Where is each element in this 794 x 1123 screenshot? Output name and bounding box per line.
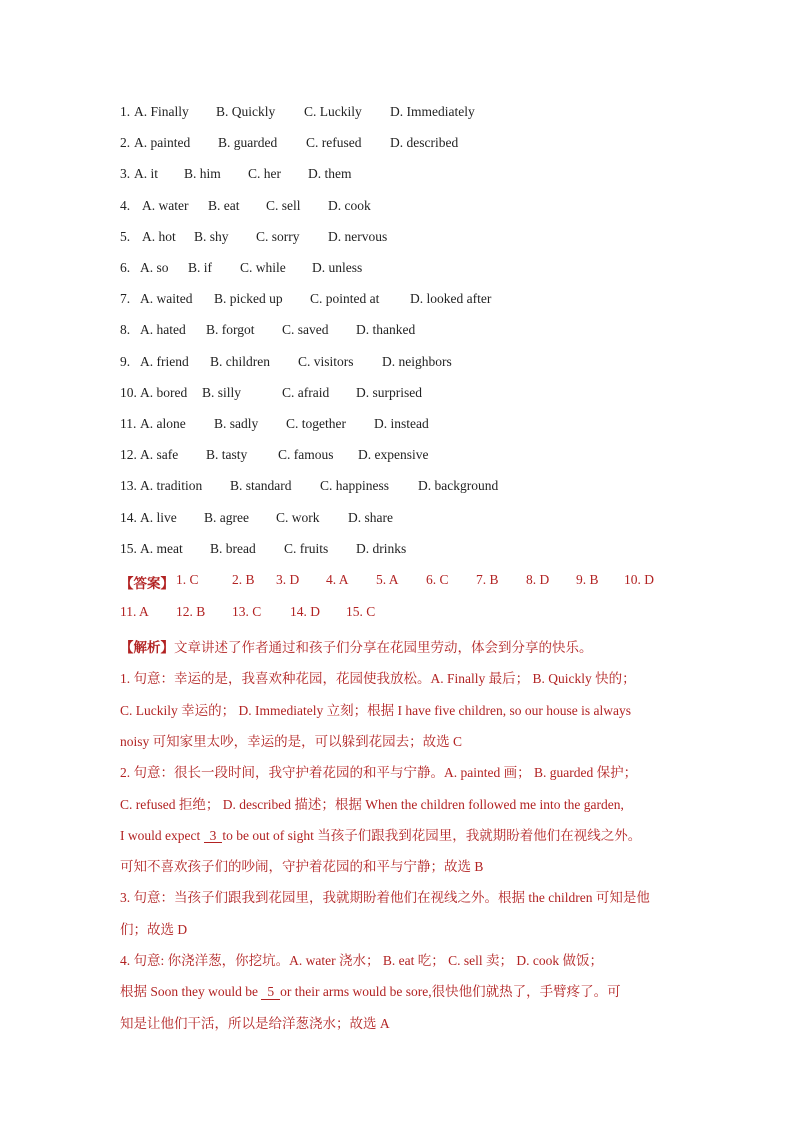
answer-option: D. thanked xyxy=(356,322,416,338)
answer-option: A. hated xyxy=(140,322,186,338)
answer-option: B. standard xyxy=(230,478,292,494)
explanation-line: C. Luckily 幸运的； D. Immediately 立刻；根据 I have five children, so our house is always xyxy=(120,702,632,718)
explanation-text: or their arms would be sore,很快他们就热了，手臂疼了。可 xyxy=(280,984,621,1000)
question-number: 3. xyxy=(120,166,131,182)
answer-option: D. expensive xyxy=(358,447,429,463)
answer-option: D. nervous xyxy=(328,228,388,244)
answer-option: C. sell xyxy=(266,197,301,213)
answer-option: C. sorry xyxy=(256,228,300,244)
answer-option: B. eat xyxy=(208,197,240,213)
answer-option: A. it xyxy=(134,166,159,182)
answer-option: C. fruits xyxy=(284,540,329,556)
explanation-text: 根据 Soon they would be xyxy=(120,984,262,1000)
answer-key: 8. D xyxy=(526,572,550,587)
answer-option: C. famous xyxy=(278,447,334,463)
answer-option: A. waited xyxy=(140,291,193,307)
answer-key: 1. C xyxy=(176,572,199,587)
question-number: 7. xyxy=(120,291,131,307)
answer-option: A. live xyxy=(140,509,177,525)
answer-option: B. guarded xyxy=(218,135,278,151)
explanation-line: 1. 句意：幸运的是，我喜欢种花园，花园使我放松。A. Finally 最后； B. Quickly 快的； xyxy=(120,671,636,687)
answer-option: C. while xyxy=(240,260,286,275)
answer-option: A. bored xyxy=(140,384,188,400)
explanation-line: 可知不喜欢孩子们的吵闹，守护着花园的和平与宁静；故选 B xyxy=(120,859,484,875)
answer-key: 6. C xyxy=(426,572,449,587)
answer-option: C. her xyxy=(248,166,281,182)
answer-key: 3. D xyxy=(276,572,300,587)
question-number: 1. xyxy=(120,104,131,119)
blank-number: 3 xyxy=(204,829,223,844)
answer-option: A. Finally xyxy=(134,104,189,119)
question-number: 12. xyxy=(120,447,137,463)
explanation-line: 知是让他们干活，所以是给洋葱浇水；故选 A xyxy=(120,1015,390,1031)
answer-key: 11. A xyxy=(120,604,149,619)
answer-option: A. painted xyxy=(134,135,191,151)
answer-option: B. silly xyxy=(202,384,242,400)
answer-key: 15. C xyxy=(346,604,376,619)
explanation-text: I would expect xyxy=(120,827,204,843)
question-number: 6. xyxy=(120,260,131,275)
explanation-line: 2. 句意：很长一段时间，我守护着花园的和平与宁静。A. painted 画； B. guarded 保护； xyxy=(120,765,638,781)
question-number: 9. xyxy=(120,353,131,369)
answer-option: A. friend xyxy=(140,353,189,369)
answer-option: A. alone xyxy=(140,416,186,431)
answer-key: 4. A xyxy=(326,572,349,587)
answer-option: B. if xyxy=(188,260,213,275)
explanation-line: 4. 句意: 你浇洋葱，你挖坑。A. water 浇水； B. eat 吃； C. sell 卖； D. cook 做饭； xyxy=(120,953,603,968)
answer-option: B. forgot xyxy=(206,322,255,338)
blank-number: 5 xyxy=(261,985,280,1000)
answer-option: A. water xyxy=(142,197,189,213)
answer-option: D. share xyxy=(348,509,393,525)
question-number: 13. xyxy=(120,478,137,494)
answer-option: D. them xyxy=(308,166,352,182)
explanation-line: 们；故选 D xyxy=(120,921,188,937)
answer-key: 5. A xyxy=(376,572,399,587)
answer-option: B. him xyxy=(184,166,221,182)
question-number: 5. xyxy=(120,228,131,244)
explanation-line: C. refused 拒绝； D. described 描述；根据 When the children followed me into the garden, xyxy=(120,796,624,812)
answer-option: D. described xyxy=(390,135,459,151)
answer-key: 10. D xyxy=(624,572,654,587)
answer-option: D. looked after xyxy=(410,291,492,307)
answer-key: 7. B xyxy=(476,572,499,587)
answer-option: D. cook xyxy=(328,197,371,213)
answer-option: B. tasty xyxy=(206,447,248,463)
answer-option: D. instead xyxy=(374,416,429,431)
explanation-line xyxy=(120,980,680,1000)
answer-option: D. surprised xyxy=(356,384,422,400)
answer-label: 【答案】 xyxy=(120,576,174,592)
explanation-line xyxy=(120,636,680,656)
answer-option: D. unless xyxy=(312,260,363,275)
answer-option: B. sadly xyxy=(214,416,259,431)
answer-option: C. work xyxy=(276,509,320,525)
answer-key: 2. B xyxy=(232,572,255,587)
question-number: 10. xyxy=(120,384,137,400)
answer-option: D. neighbors xyxy=(382,353,452,369)
answer-option: A. so xyxy=(140,260,169,275)
answer-key: 9. B xyxy=(576,572,599,587)
answer-option: D. Immediately xyxy=(390,104,475,119)
answer-option: C. happiness xyxy=(320,478,389,494)
answer-option: B. children xyxy=(210,353,270,369)
explanation-text: to be out of sight 当孩子们跟我到花园里，我就期盼着他们在视线之外。 xyxy=(222,827,642,843)
answer-option: C. pointed at xyxy=(310,291,380,307)
question-number: 15. xyxy=(120,540,137,556)
answer-option: A. hot xyxy=(142,228,176,244)
answer-option: B. Quickly xyxy=(216,104,276,119)
question-number: 8. xyxy=(120,322,131,338)
answer-option: D. drinks xyxy=(356,540,407,556)
answer-option: B. picked up xyxy=(214,291,283,307)
explanation-intro: 文章讲述了作者通过和孩子们分享在花园里劳动，体会到分享的快乐。 xyxy=(174,640,593,655)
answer-option: C. Luckily xyxy=(304,104,362,119)
question-number: 4. xyxy=(120,197,131,213)
answer-option: B. agree xyxy=(204,509,249,525)
explanation-line: 3. 句意：当孩子们跟我到花园里，我就期盼着他们在视线之外。根据 the children 可知是他 xyxy=(120,890,650,906)
answer-option: B. bread xyxy=(210,540,256,556)
answer-option: C. refused xyxy=(306,135,362,151)
explanation-label: 【解析】 xyxy=(120,640,174,656)
answer-key: 13. C xyxy=(232,604,262,619)
answer-option: C. visitors xyxy=(298,353,354,369)
explanation-line xyxy=(120,824,680,844)
question-number: 14. xyxy=(120,509,137,525)
explanation-line: noisy 可知家里太吵，幸运的是，可以躲到花园去；故选 C xyxy=(120,733,463,749)
answer-key: 12. B xyxy=(176,604,206,619)
answer-option: C. afraid xyxy=(282,384,330,400)
answer-option: C. saved xyxy=(282,322,329,338)
answer-option: A. tradition xyxy=(140,478,203,494)
answer-key: 14. D xyxy=(290,604,320,619)
answer-option: A. meat xyxy=(140,540,183,556)
answer-option: A. safe xyxy=(140,447,179,463)
question-number: 11. xyxy=(120,416,137,431)
answer-option: B. shy xyxy=(194,228,229,244)
answer-option: C. together xyxy=(286,416,346,431)
question-number: 2. xyxy=(120,135,131,151)
answer-option: D. background xyxy=(418,478,499,494)
